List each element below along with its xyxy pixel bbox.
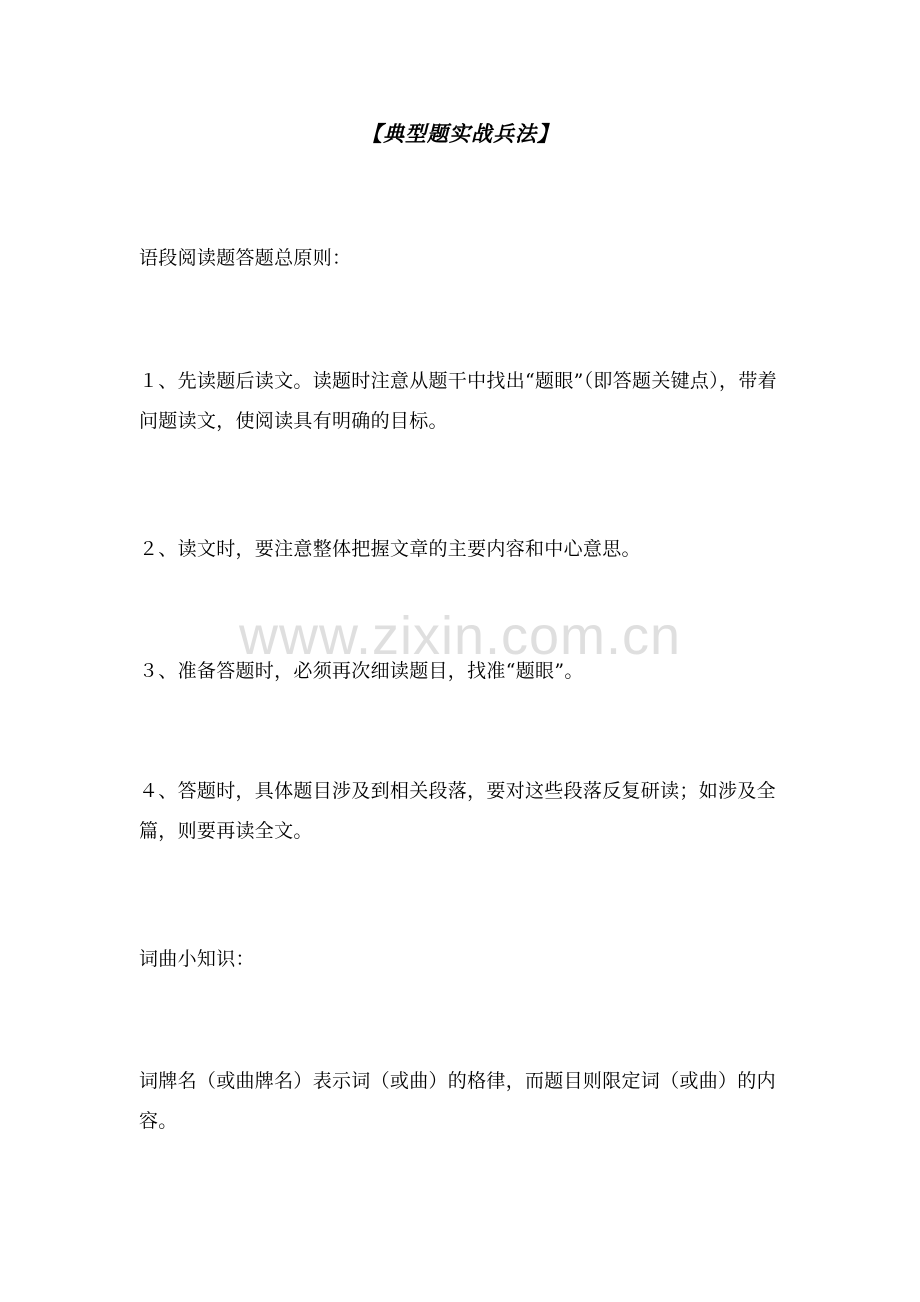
paragraph-rule-4: ４、答题时，具体题目涉及到相关段落，要对这些段落反复研读；如涉及全篇，则要再读全文。 bbox=[139, 780, 776, 842]
document-title: 【典型题实战兵法】 bbox=[361, 121, 559, 146]
paragraph-rule-2: ２、读文时，要注意整体把握文章的主要内容和中心意思。 bbox=[139, 538, 641, 560]
paragraph-rule-3: ３、准备答题时，必须再次细读题目，找准“题眼”。 bbox=[139, 660, 584, 682]
paragraph-rule-1: １、先读题后读文。读题时注意从题干中找出“题眼”（即答题关键点），带着问题读文，使阅读具有明确的目标。 bbox=[139, 370, 777, 432]
section-heading-ci-qu: 词曲小知识： bbox=[139, 948, 255, 970]
watermark: www.zixin.com.cn bbox=[238, 606, 682, 666]
paragraph-ci-qu-knowledge: 词牌名（或曲牌名）表示词（或曲）的格律，而题目则限定词（或曲）的内容。 bbox=[139, 1070, 776, 1132]
section-heading-principles: 语段阅读题答题总原则： bbox=[139, 247, 352, 269]
